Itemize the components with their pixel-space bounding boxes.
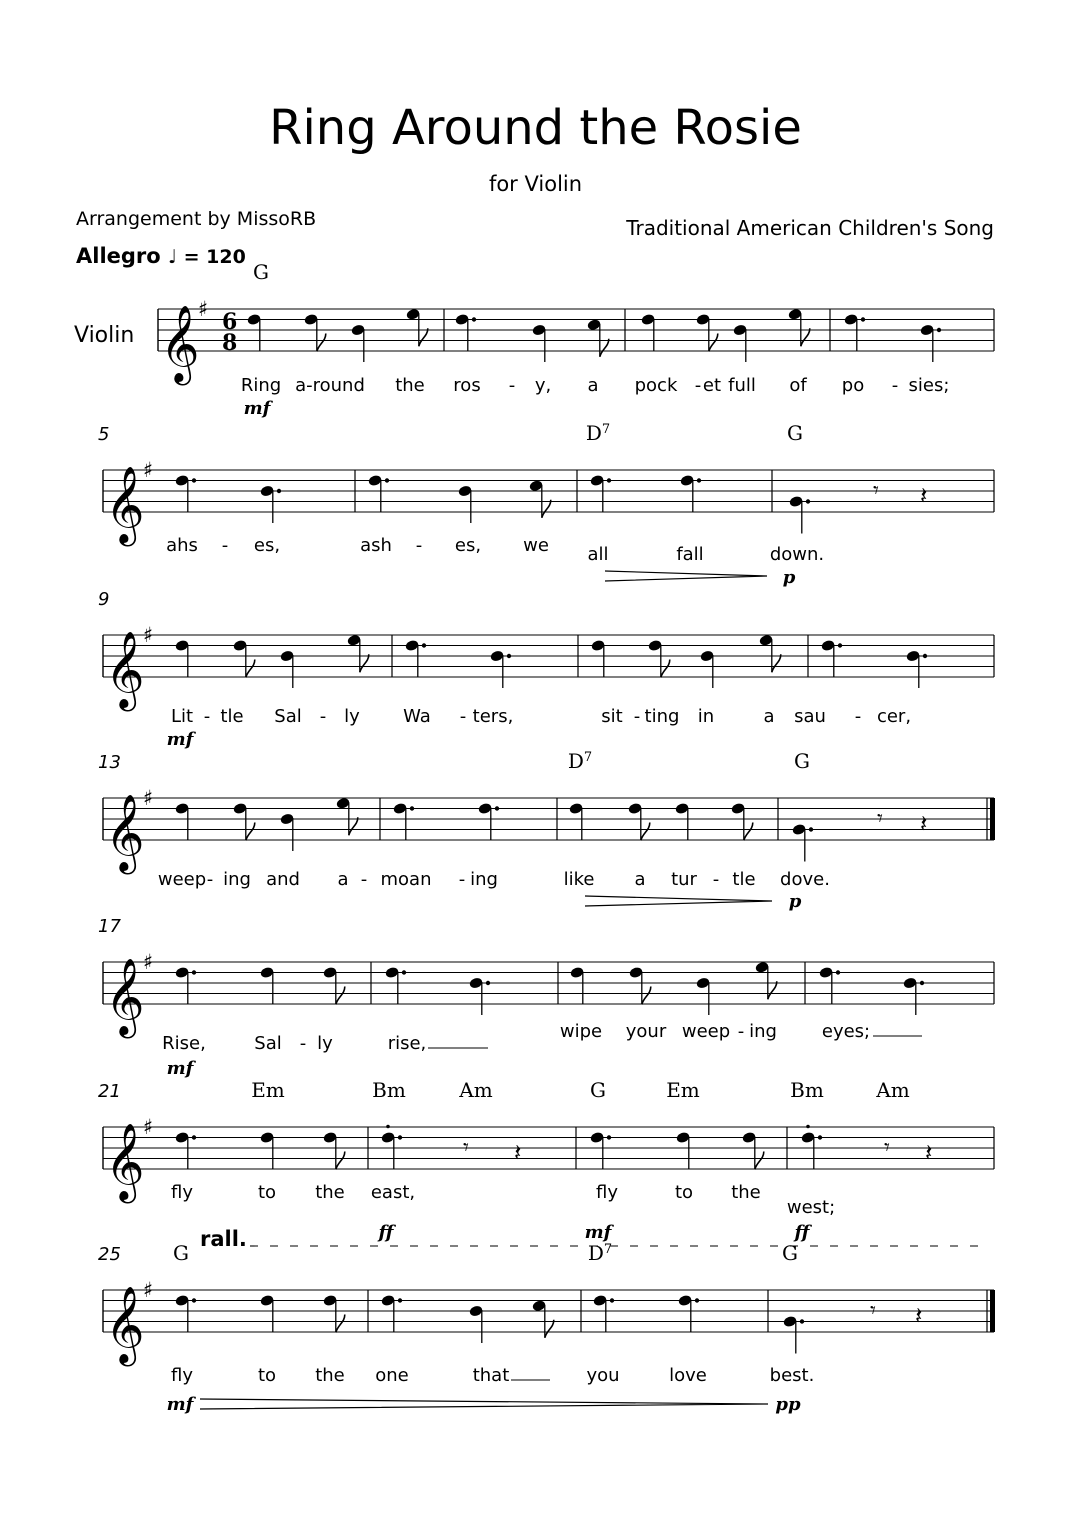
key-signature-sharp: ♯	[143, 1115, 154, 1139]
lyric-syllable: -	[299, 1033, 307, 1054]
lyric-syllable: a	[587, 375, 599, 396]
augmentation-dot	[398, 1298, 402, 1302]
quarter-rest: 𝄽	[514, 1138, 522, 1167]
dynamic-marking: p	[782, 567, 796, 588]
augmentation-dot	[838, 643, 842, 647]
final-barline-thick	[990, 1290, 995, 1332]
eighth-rest: 𝄾	[884, 1135, 890, 1161]
note-flag	[317, 334, 326, 352]
quarter-rest: 𝄽	[920, 809, 928, 838]
quarter-rest: 𝄽	[915, 1301, 923, 1330]
lyric-syllable: Rise,	[162, 1033, 206, 1054]
dynamic-marking: pp	[775, 1394, 801, 1415]
lyric-syllable: to	[674, 1182, 694, 1203]
lyric-syllable: all	[587, 544, 609, 565]
lyric-syllable: po	[841, 375, 865, 396]
chord-symbol: G	[787, 421, 803, 445]
lyric-syllable: -	[712, 869, 720, 890]
lyric-syllable: ing	[470, 869, 498, 890]
measure-number: 5	[98, 424, 110, 445]
lyric-syllable: -	[508, 375, 516, 396]
lyric-syllable: in	[697, 706, 715, 727]
lyric-syllable: ters,	[472, 706, 514, 727]
augmentation-dot	[607, 1135, 611, 1139]
lyric-syllable: ing	[223, 869, 251, 890]
lyric-syllable: best.	[769, 1365, 815, 1386]
lyric-syllable: love	[669, 1365, 707, 1386]
lyric-syllable: eyes;	[821, 1021, 871, 1042]
lyric-syllable: -	[319, 706, 327, 727]
staccato-dot	[386, 1125, 390, 1129]
lyric-syllable: tle	[220, 706, 244, 727]
lyric-syllable: the	[315, 1365, 345, 1386]
measure-number: 25	[98, 1244, 121, 1265]
augmentation-dot	[809, 827, 813, 831]
note-flag	[755, 1152, 764, 1170]
key-signature-sharp: ♯	[143, 1278, 154, 1302]
eighth-rest: 𝄾	[877, 806, 883, 832]
diminuendo-hairpin	[200, 1399, 768, 1409]
augmentation-dot	[398, 1135, 402, 1139]
measure-number: 17	[98, 916, 121, 937]
augmentation-dot	[607, 478, 611, 482]
staff-system	[98, 916, 994, 1079]
note-flag	[246, 823, 255, 841]
lyric-syllable: -	[360, 869, 368, 890]
staff-system	[98, 1078, 994, 1243]
composer-credit: Traditional American Children's Song	[626, 216, 994, 240]
augmentation-dot	[192, 1298, 196, 1302]
lyric-syllable: that	[472, 1365, 510, 1386]
eighth-rest: 𝄾	[873, 478, 879, 504]
lyric-syllable: west;	[786, 1197, 836, 1218]
staff-system	[158, 260, 994, 419]
augmentation-dot	[486, 981, 490, 985]
treble-clef: 𝄞	[105, 630, 145, 708]
lyric-syllable: you	[586, 1365, 620, 1386]
lyric-syllable: Lit	[170, 706, 194, 727]
chord-symbol: Em	[251, 1078, 285, 1102]
augmentation-dot	[695, 1298, 699, 1302]
time-signature-numerator: 6	[222, 309, 238, 335]
augmentation-dot	[422, 643, 426, 647]
dynamic-marking: ff	[378, 1222, 394, 1243]
lyric-syllable: -	[737, 1021, 745, 1042]
key-signature-sharp: ♯	[198, 297, 209, 321]
measure-number: 9	[98, 589, 110, 610]
chord-symbol: Bm	[790, 1078, 824, 1102]
note-flag	[801, 328, 810, 346]
tempo-text: Allegro	[76, 244, 161, 268]
note-flag	[709, 334, 718, 352]
augmentation-dot	[472, 317, 476, 321]
lyric-syllable: -	[415, 535, 423, 556]
treble-clef: 𝄞	[105, 793, 145, 871]
augmentation-dot	[385, 478, 389, 482]
rall-marking: rall.	[200, 1227, 247, 1251]
arranger-credit: Arrangement by MissoRB	[76, 208, 317, 230]
dynamic-marking: p	[788, 891, 802, 912]
lyric-syllable: ahs	[166, 535, 198, 556]
augmentation-dot	[277, 489, 281, 493]
lyric-syllable: -	[459, 706, 467, 727]
lyric-syllable: ly	[317, 1033, 333, 1054]
note-flag	[641, 823, 650, 841]
dynamic-marking: mf	[243, 398, 271, 419]
lyric-syllable: fly	[596, 1182, 618, 1203]
augmentation-dot	[610, 1298, 614, 1302]
lyric-syllable: cer,	[876, 706, 912, 727]
dynamic-marking: mf	[584, 1222, 612, 1243]
eighth-rest: 𝄾	[870, 1298, 876, 1324]
lyric-syllable: a-round	[295, 375, 365, 396]
dynamic-marking: mf	[166, 1058, 194, 1079]
lyric-syllable: ros	[453, 375, 481, 396]
lyric-syllable: east,	[370, 1182, 416, 1203]
staff-system	[98, 749, 995, 912]
note-flag	[768, 981, 777, 999]
treble-clef: 𝄞	[105, 957, 145, 1035]
note-flag	[545, 1320, 554, 1338]
note-flag	[336, 1315, 345, 1333]
key-signature-sharp: ♯	[143, 458, 154, 482]
lyric-syllable: tle	[732, 869, 756, 890]
chord-symbol: G	[794, 749, 810, 773]
lyric-syllable: moan	[380, 869, 432, 890]
score-title: Ring Around the Rosie	[269, 100, 802, 156]
lyric-syllable: the	[731, 1182, 761, 1203]
chord-symbol: G	[253, 260, 269, 284]
lyric-syllable: to	[257, 1182, 277, 1203]
lyric-syllable: rise,	[387, 1033, 427, 1054]
lyric-syllable: -	[633, 706, 641, 727]
note-flag	[661, 660, 670, 678]
lyric-syllable: es,	[454, 535, 482, 556]
lyric-syllable: sit	[601, 706, 623, 727]
quarter-rest: 𝄽	[920, 481, 928, 510]
diminuendo-hairpin	[605, 571, 767, 581]
augmentation-dot	[806, 499, 810, 503]
staff-system	[98, 589, 994, 750]
augmentation-dot	[920, 981, 924, 985]
augmentation-dot	[861, 317, 865, 321]
augmentation-dot	[937, 328, 941, 332]
lyric-syllable: -	[694, 375, 702, 396]
lyric-syllable: wipe	[559, 1021, 603, 1042]
chord-symbol: G	[782, 1241, 798, 1265]
lyric-syllable: ting	[644, 706, 680, 727]
quarter-rest: 𝄽	[925, 1138, 933, 1167]
lyric-syllable: sies;	[908, 375, 950, 396]
lyric-syllable: Sal	[254, 1033, 282, 1054]
score-subtitle: for Violin	[488, 172, 583, 196]
dynamic-marking: ff	[794, 1222, 810, 1243]
lyric-syllable: -	[203, 706, 211, 727]
note-flag	[744, 823, 753, 841]
augmentation-dot	[818, 1135, 822, 1139]
treble-clef: 𝄞	[105, 465, 145, 543]
dynamic-marking: mf	[166, 1394, 194, 1415]
lyric-syllable: es,	[253, 535, 281, 556]
augmentation-dot	[697, 478, 701, 482]
lyric-syllable: down.	[769, 544, 825, 565]
diminuendo-hairpin	[585, 896, 772, 906]
augmentation-dot	[923, 654, 927, 658]
staff-system	[98, 1241, 995, 1415]
lyric-syllable: Sal	[274, 706, 302, 727]
chord-symbol: $D^7$	[585, 421, 611, 445]
chord-symbol: Em	[666, 1078, 700, 1102]
lyric-syllable: -	[891, 375, 899, 396]
lyric-syllable: -	[458, 869, 466, 890]
treble-clef: 𝄞	[105, 1285, 145, 1363]
chord-symbol: Am	[876, 1078, 910, 1102]
lyric-syllable: y,	[534, 375, 552, 396]
lyric-syllable: we	[523, 535, 549, 556]
dynamic-marking: mf	[166, 729, 194, 750]
lyric-syllable: the	[395, 375, 425, 396]
chord-symbol: G	[173, 1241, 189, 1265]
augmentation-dot	[410, 806, 414, 810]
augmentation-dot	[402, 970, 406, 974]
lyric-syllable: sau	[794, 706, 826, 727]
lyric-syllable: ing	[749, 1021, 777, 1042]
note-flag	[772, 654, 781, 672]
chord-symbol: G	[590, 1078, 606, 1102]
lyric-syllable: -	[206, 869, 214, 890]
time-signature-denominator: 8	[222, 330, 238, 356]
augmentation-dot	[192, 970, 196, 974]
augmentation-dot	[192, 1135, 196, 1139]
augmentation-dot	[495, 806, 499, 810]
measure-number: 21	[98, 1081, 121, 1102]
note-flag	[336, 1152, 345, 1170]
staccato-dot	[806, 1125, 810, 1129]
note-flag	[542, 500, 551, 518]
eighth-rest: 𝄾	[463, 1135, 469, 1161]
lyric-syllable: et	[702, 375, 722, 396]
augmentation-dot	[836, 970, 840, 974]
note-flag	[349, 817, 358, 835]
lyric-syllable: fly	[171, 1182, 193, 1203]
final-barline-thick	[990, 798, 995, 840]
key-signature-sharp: ♯	[143, 623, 154, 647]
lyric-syllable: full	[728, 375, 756, 396]
instrument-name: Violin	[74, 323, 135, 348]
measure-number: 13	[98, 752, 121, 773]
note-flag	[600, 339, 609, 357]
chord-symbol: $D^7$	[587, 1241, 613, 1265]
key-signature-sharp: ♯	[143, 786, 154, 810]
treble-clef: 𝄞	[105, 1122, 145, 1200]
lyric-syllable: fall	[676, 544, 704, 565]
lyric-syllable: dove.	[780, 869, 830, 890]
note-flag	[360, 654, 369, 672]
lyric-syllable: and	[266, 869, 300, 890]
staff-system	[98, 421, 994, 588]
note-flag	[246, 660, 255, 678]
treble-clef: 𝄞	[160, 304, 200, 382]
lyric-syllable: weep	[681, 1021, 731, 1042]
note-flag	[419, 328, 428, 346]
lyric-syllable: ly	[344, 706, 360, 727]
lyric-syllable: a	[634, 869, 646, 890]
key-signature-sharp: ♯	[143, 950, 154, 974]
lyric-syllable: your	[625, 1021, 667, 1042]
lyric-syllable: pock	[634, 375, 678, 396]
lyric-syllable: a	[337, 869, 349, 890]
lyric-syllable: weep	[157, 869, 207, 890]
lyric-syllable: Ring	[240, 375, 282, 396]
lyric-syllable: fly	[171, 1365, 193, 1386]
note-flag	[336, 987, 345, 1005]
lyric-syllable: Wa	[403, 706, 431, 727]
lyric-syllable: -	[854, 706, 862, 727]
augmentation-dot	[192, 478, 196, 482]
lyric-syllable: a	[763, 706, 775, 727]
augmentation-dot	[507, 654, 511, 658]
chord-symbol: Bm	[372, 1078, 406, 1102]
lyric-syllable: tur	[671, 869, 697, 890]
lyric-syllable: -	[221, 535, 229, 556]
lyric-syllable: of	[789, 375, 807, 396]
note-flag	[642, 987, 651, 1005]
chord-symbol: Am	[459, 1078, 493, 1102]
lyric-syllable: ash	[360, 535, 392, 556]
chord-symbol: $D^7$	[567, 749, 593, 773]
tempo-value: ♩ = 120	[168, 246, 246, 268]
lyric-syllable: one	[375, 1365, 409, 1386]
lyric-syllable: to	[257, 1365, 277, 1386]
lyric-syllable: the	[315, 1182, 345, 1203]
augmentation-dot	[800, 1319, 804, 1323]
lyric-syllable: like	[563, 869, 595, 890]
